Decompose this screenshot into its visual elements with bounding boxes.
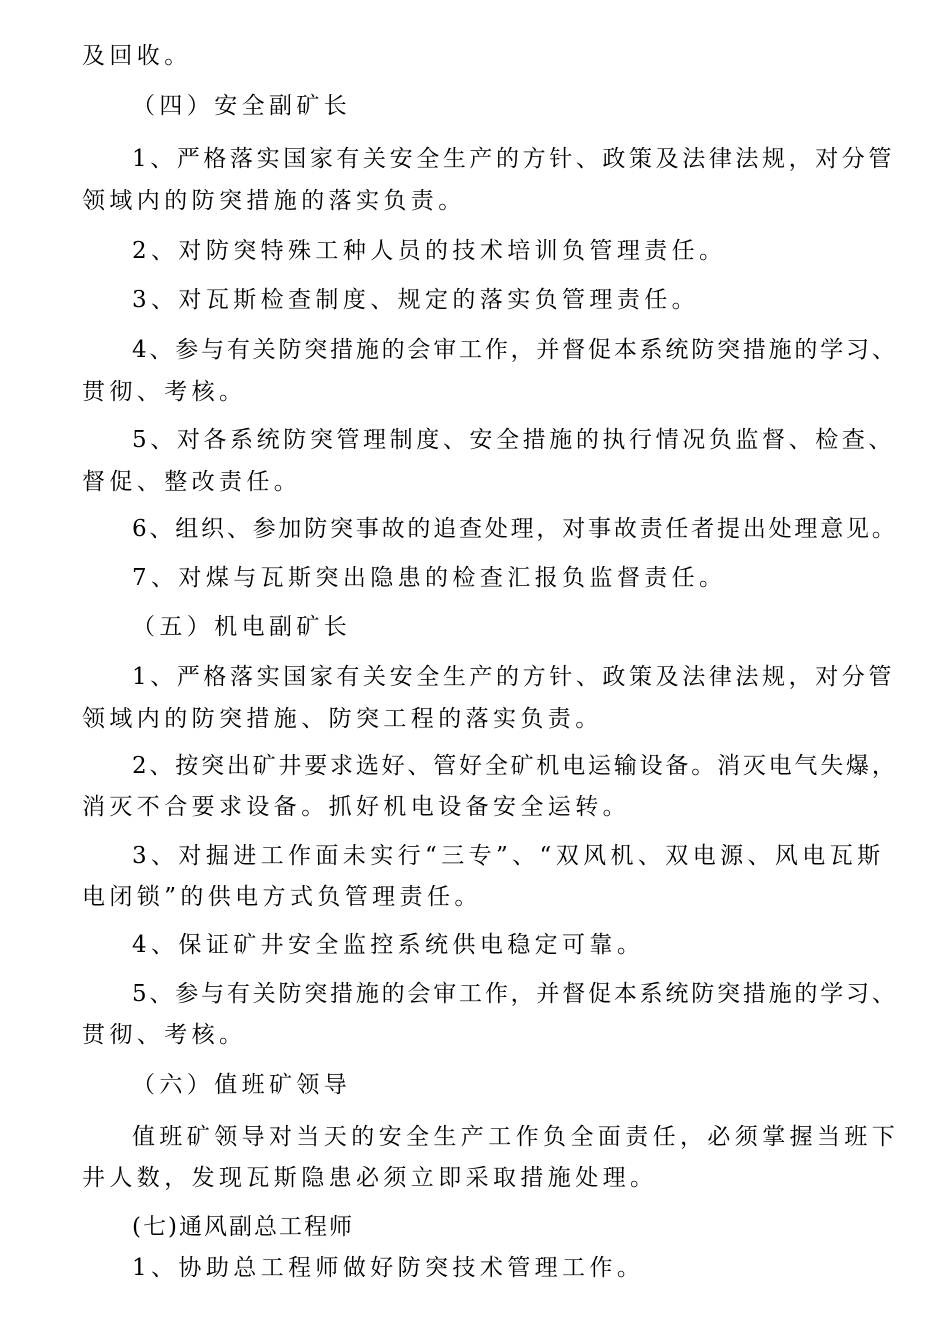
paragraph-line: 电闭锁”的供电方式负管理责任。 xyxy=(82,884,482,910)
text-line-continuation: 及回收。 xyxy=(82,43,192,69)
paragraph-line: 6、组织、参加防突事故的追查处理，对事故责任者提出处理意见。 xyxy=(132,516,898,542)
paragraph-line: 4、保证矿井安全监控系统供电稳定可靠。 xyxy=(132,932,645,958)
paragraph-line: 1、严格落实国家有关安全生产的方针、政策及法律法规，对分管 xyxy=(132,146,896,172)
paragraph-line: 2、按突出矿井要求选好、管好全矿机电运输设备。消灭电气失爆， xyxy=(132,753,898,779)
paragraph-line: 贯彻、考核。 xyxy=(82,1022,247,1048)
paragraph-line: 贯彻、考核。 xyxy=(82,379,247,405)
section-heading-duty-leader: （六）值班矿领导 xyxy=(132,1072,352,1098)
paragraph-line: 4、参与有关防突措施的会审工作，并督促本系统防突措施的学习、 xyxy=(132,337,898,363)
paragraph-line: 2、对防突特殊工种人员的技术培训负管理责任。 xyxy=(132,238,727,264)
section-heading-mech-elec-deputy: （五）机电副矿长 xyxy=(132,614,352,640)
paragraph-line: 5、对各系统防突管理制度、安全措施的执行情况负监督、检查、 xyxy=(132,427,896,453)
paragraph-line: 1、协助总工程师做好防突技术管理工作。 xyxy=(132,1255,645,1281)
paragraph-line: 井人数，发现瓦斯隐患必须立即采取措施处理。 xyxy=(82,1165,658,1191)
paragraph-line: 消灭不合要求设备。抓好机电设备安全运转。 xyxy=(82,794,630,820)
paragraph-line: 督促、整改责任。 xyxy=(82,469,302,495)
paragraph-line: 3、对掘进工作面未实行“三专”、“双风机、双电源、风电瓦斯 xyxy=(132,843,885,869)
paragraph-line: 7、对煤与瓦斯突出隐患的检查汇报负监督责任。 xyxy=(132,565,727,591)
paragraph-line: 5、参与有关防突措施的会审工作，并督促本系统防突措施的学习、 xyxy=(132,981,898,1007)
paragraph-line: 值班矿领导对当天的安全生产工作负全面责任，必须掌握当班下 xyxy=(132,1124,900,1150)
paragraph-line: 1、严格落实国家有关安全生产的方针、政策及法律法规，对分管 xyxy=(132,664,896,690)
section-heading-safety-deputy: （四）安全副矿长 xyxy=(132,93,352,119)
paragraph-line: 3、对瓦斯检查制度、规定的落实负管理责任。 xyxy=(132,287,700,313)
paragraph-line: 领域内的防突措施、防突工程的落实负责。 xyxy=(82,706,603,732)
section-heading-ventilation-deputy-engineer: (七)通风副总工程师 xyxy=(132,1214,354,1240)
paragraph-line: 领域内的防突措施的落实负责。 xyxy=(82,188,466,214)
